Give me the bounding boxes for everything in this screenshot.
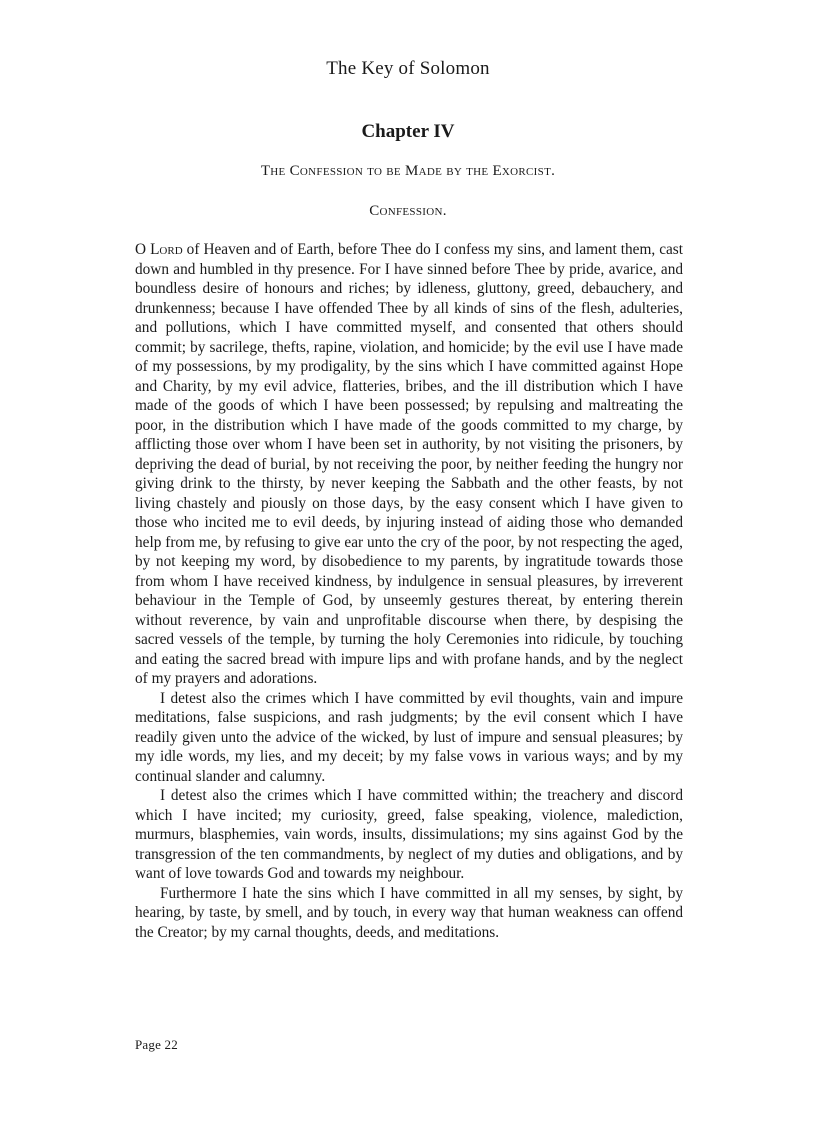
paragraph-2: I detest also the crimes which I have committed by evil thoughts, vain and impure meditations, false suspicions, and rash judgments; by the evil consent which I have readily given unto the advice of the wicked, by lust of impure and sensual pleasures; by my idle words, my lies, and my deceit; by my false vows in various ways; and by my continual slander and calumny. [135, 689, 683, 785]
paragraph-1-text: of Heaven and of Earth, before Thee do I confess my sins, and lament them, cast down and humbled in thy presence. For I have sinned before Thee by pride, avarice, and boundless desire of honours and riches; by idleness, gluttony, greed, debauchery, and drunkenness; because I have offended Thee by all kinds of sins of the flesh, adulteries, and pollutions, which I have committed myself, and consented that others should commit; by sacrilege, thefts, rapine, violation, and homicide; by the evil use I have made of my possessions, by my prodigality, by the sins which I have committed against Hope and Charity, by my evil advice, flatteries, bribes, and the ill distribution which I have made of the goods of which I have been possessed; by repulsing and maltreating the poor, in the distribution which I have made of the goods committed to my charge, by afflicting those over whom I have been set in authority, by not visiting the prisoners, by depriving the dead of burial, by not receiving the poor, by neither feeding the hungry nor giving drink to the thirsty, by never keeping the Sabbath and the other feasts, by not living chastely and piously on those days, by the easy consent which I have given to those who incited me to evil deeds, by injuring instead of aiding those who demanded help from me, by refusing to give ear unto the cry of the poor, by not respecting the aged, by not keeping my word, by disobedience to my parents, by ingratitude towards those from whom I have received kindness, by indulgence in sensual pleasures, by irreverent behaviour in the Temple of God, by unseemly gestures thereat, by entering therein without reverence, by vain and unprofitable discourse when there, by despising the sacred vessels of the temple, by turning the holy Ceremonies into ridicule, by touching and eating the sacred bread with impure lips and with profane hands, and by the neglect of my prayers and adorations. [135, 241, 683, 687]
running-header: The Key of Solomon [326, 58, 490, 79]
paragraph-1-lead: O [135, 241, 151, 258]
paragraph-1-lord: Lord [150, 241, 183, 258]
paragraph-4: Furthermore I hate the sins which I have committed in all my senses, by sight, by hearing, by taste, by smell, and by touch, in every way that human weakness can offend the Creator; by my carnal thoughts, deeds, and meditations. [135, 884, 683, 941]
subsection-title: Confession. [369, 203, 447, 219]
paragraph-1 [135, 240, 683, 689]
chapter-title: Chapter IV [361, 121, 455, 142]
paragraph-3: I detest also the crimes which I have committed within; the treachery and discord which I have incited; my curiosity, greed, false speaking, violence, malediction, murmurs, blasphemies, vain words, insults, dissimulations; my sins against God by the transgression of the ten commandments, by neglect of my duties and obligations, and by want of love towards God and towards my neighbour. [135, 787, 683, 882]
body-text [135, 240, 683, 942]
page-number: Page 22 [135, 1037, 178, 1052]
section-title: The Confession to be Made by the Exorcist. [260, 163, 556, 179]
